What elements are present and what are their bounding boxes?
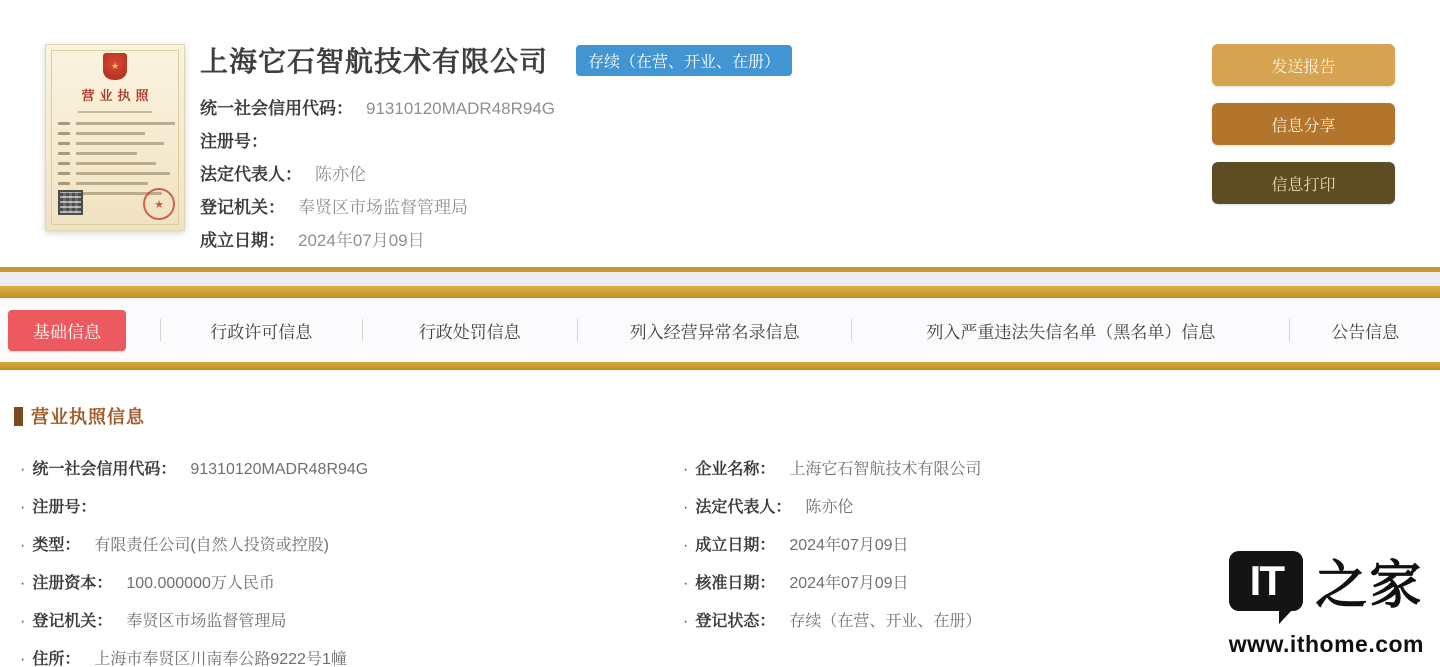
field-address: · 住所： 上海市奉贤区川南奉公路9222号1幢 bbox=[20, 651, 347, 667]
tab-announcement-info[interactable]: 公告信息 bbox=[1331, 322, 1400, 342]
field-company-type: · 类型： 有限责任公司(自然人投资或控股) bbox=[20, 537, 330, 554]
gold-separator-band bbox=[0, 267, 1440, 298]
status-badge: 存续（在营、开业、在册） bbox=[576, 45, 792, 76]
tab-serious-violation-blacklist[interactable]: 列入严重违法失信名单（黑名单）信息 bbox=[926, 322, 1216, 342]
ithome-url-text: www.ithome.com bbox=[1228, 631, 1424, 657]
field-company-name: · 企业名称： 上海它石智航技术有限公司 bbox=[683, 461, 982, 478]
ithome-logo-cn-text: 之家 bbox=[1315, 558, 1424, 615]
tab-abnormal-operation-list[interactable]: 列入经营异常名录信息 bbox=[629, 322, 800, 342]
field-legal-rep: · 法定代表人： 陈亦伦 bbox=[683, 499, 854, 516]
tab-admin-penalty-info[interactable]: 行政处罚信息 bbox=[418, 322, 521, 342]
tab-admin-license-info[interactable]: 行政许可信息 bbox=[210, 322, 313, 342]
qr-code-icon bbox=[58, 190, 83, 215]
section-header bbox=[14, 403, 1440, 429]
field-reg-authority: · 登记机关： 奉贤区市场监督管理局 bbox=[20, 613, 287, 630]
red-seal-icon: ★ bbox=[143, 188, 175, 220]
field-approval-date: · 核准日期： 2024年07月09日 bbox=[683, 575, 909, 592]
license-info-grid bbox=[20, 451, 1440, 667]
action-buttons bbox=[1212, 44, 1395, 221]
ithome-watermark bbox=[1229, 543, 1424, 658]
header-field-legal-rep: 法定代表人： 陈亦伦 bbox=[200, 165, 366, 184]
info-print-button[interactable]: 信息打印 bbox=[1212, 162, 1395, 204]
header-field-credit-code: 统一社会信用代码： 91310120MADR48R94G bbox=[200, 99, 556, 118]
tab-bar bbox=[0, 298, 1440, 362]
tab-basic-info[interactable]: 基础信息 bbox=[8, 310, 126, 351]
license-title: 营业执照 bbox=[81, 88, 154, 103]
field-reg-number: · 注册号： bbox=[20, 499, 97, 516]
header-field-reg-authority: 登记机关： 奉贤区市场监督管理局 bbox=[200, 198, 468, 217]
send-report-button[interactable]: 发送报告 bbox=[1212, 44, 1395, 86]
header-field-reg-number: 注册号： bbox=[200, 132, 268, 151]
business-license-image[interactable] bbox=[45, 44, 185, 231]
tab-bar-gold-underline bbox=[0, 362, 1440, 370]
company-name: 上海它石智航技术有限公司 bbox=[200, 46, 549, 77]
ithome-logo-icon: IT bbox=[1229, 551, 1303, 611]
basic-info-panel bbox=[0, 370, 1440, 667]
field-registered-capital: · 注册资本： 100.000000万人民币 bbox=[20, 575, 275, 592]
field-registration-status: · 登记状态： 存续（在营、开业、在册） bbox=[683, 613, 982, 630]
field-establish-date: · 成立日期： 2024年07月09日 bbox=[683, 537, 909, 554]
header-field-establish-date: 成立日期： 2024年07月09日 bbox=[200, 231, 425, 250]
field-credit-code: · 统一社会信用代码： 91310120MADR48R94G bbox=[20, 461, 369, 478]
info-share-button[interactable]: 信息分享 bbox=[1212, 103, 1395, 145]
section-title: 营业执照信息 bbox=[31, 407, 145, 427]
section-marker bbox=[14, 407, 23, 426]
national-emblem-icon: ★ bbox=[103, 53, 127, 80]
